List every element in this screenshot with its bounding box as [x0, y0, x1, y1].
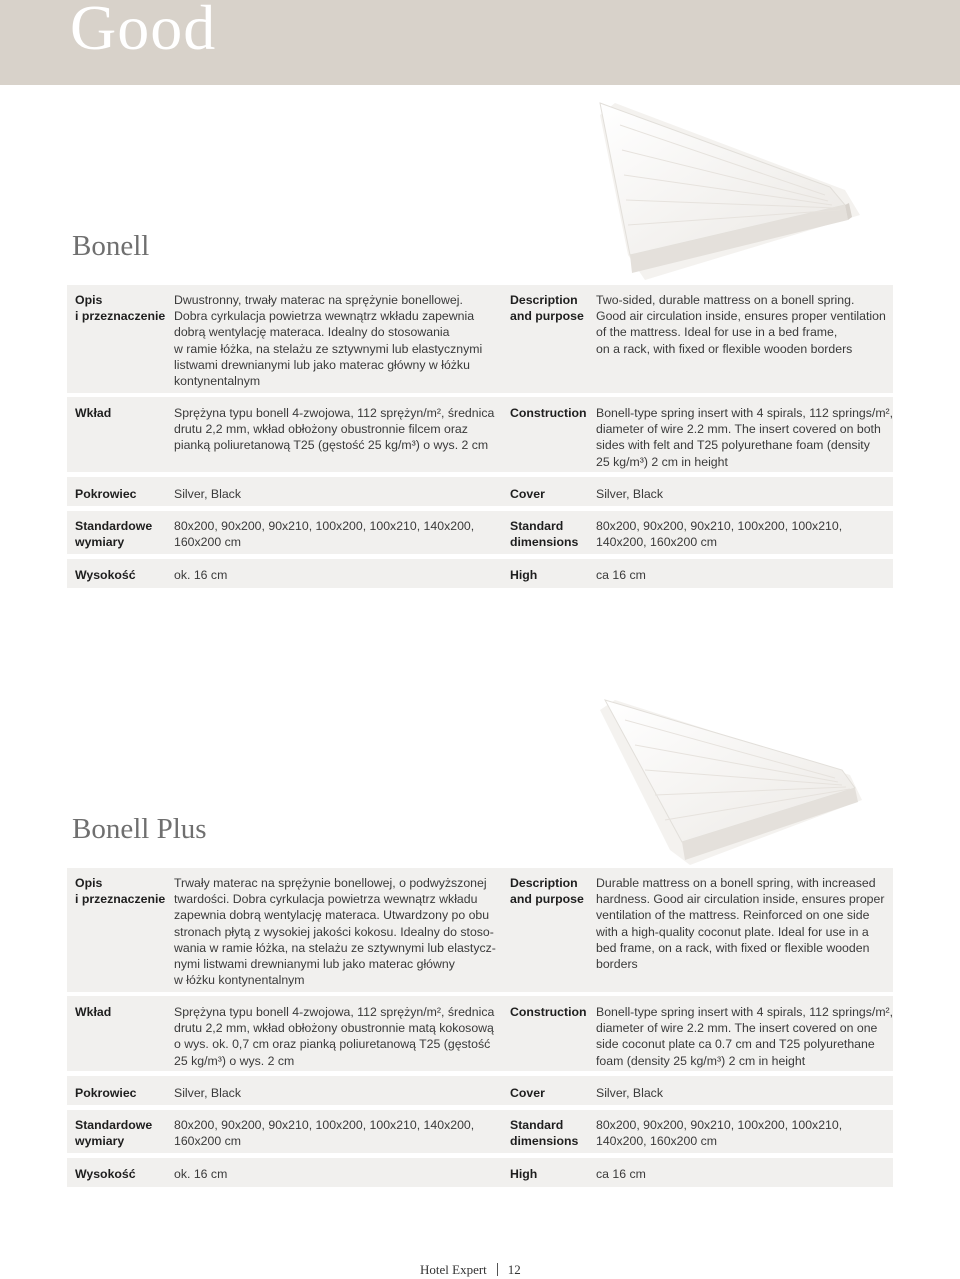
label-standard: Standard dimensions: [510, 519, 579, 550]
value-pokrowiec: Silver, Black: [174, 487, 241, 501]
label-wklad: Wkład: [75, 1005, 112, 1019]
value-wklad: Sprężyna typu bonell 4-zwojowa, 112 sprężyn/m², średnica drutu 2,2 mm, wkład obłożony obustronnie matą kokosową o wys. ok. 0,7 cm oraz pianką poliuretanową T25 (gęstość 25 kg/m³) o wys. 2 cm: [174, 1005, 495, 1068]
label-wklad: Wkład: [75, 406, 112, 420]
label-construction: Construction: [510, 1005, 587, 1019]
mattress-image-bonell-plus: [570, 670, 890, 870]
value-standardowe: 80x200, 90x200, 90x210, 100x200, 100x210, 140x200, 160x200 cm: [174, 519, 475, 550]
label-standard: Standard dimensions: [510, 1118, 579, 1149]
value-high: ca 16 cm: [596, 568, 646, 582]
label-opis: Opis i przeznaczenie: [75, 876, 166, 907]
label-construction: Construction: [510, 406, 587, 420]
page-header-title: Good: [70, 0, 217, 63]
footer-divider: [497, 1263, 498, 1276]
value-cover: Silver, Black: [596, 487, 663, 501]
label-standardowe: Standardowe wymiary: [75, 1118, 153, 1149]
label-description: Description and purpose: [510, 293, 584, 324]
value-cover: Silver, Black: [596, 1086, 663, 1100]
value-construction: Bonell-type spring insert with 4 spirals, 112 springs/m², diameter of wire 2.2 mm. The insert covered on one side coconut plate ca 0.7 cm and T25 polyurethane foam (density 25 kg/m³) 2 cm in height: [596, 1005, 894, 1068]
value-high: ca 16 cm: [596, 1167, 646, 1181]
product-title-bonell: Bonell: [72, 230, 150, 262]
value-standardowe: 80x200, 90x200, 90x210, 100x200, 100x210, 140x200, 160x200 cm: [174, 1118, 475, 1149]
value-description: Durable mattress on a bonell spring, with increased hardness. Good air circulation inside, ensures proper ventilation of the mattress. Reinforced on one side with a high-quality coconut plate. Ideal for use in a bed frame, on a rack, with fixed or flexible wooden borders: [596, 876, 885, 972]
value-standard: 80x200, 90x200, 90x210, 100x200, 100x210, 140x200, 160x200 cm: [596, 519, 843, 550]
footer-brand: Hotel Expert: [420, 1262, 487, 1277]
value-construction: Bonell-type spring insert with 4 spirals, 112 springs/m², diameter of wire 2.2 mm. The insert covered on both sides with felt and T25 polyurethane foam (density 25 kg/m³) 2 cm in height: [596, 406, 894, 469]
page-header-band: [0, 0, 960, 85]
mattress-image-bonell: [560, 95, 900, 285]
label-standardowe: Standardowe wymiary: [75, 519, 153, 550]
label-cover: Cover: [510, 1086, 545, 1100]
page-footer: [420, 1262, 521, 1278]
label-high: High: [510, 568, 538, 582]
value-opis: Dwustronny, trwały materac na sprężynie bonellowej. Dobra cyrkulacja powietrza wewnątrz wkładu zapewnia dobrą wentylację materaca. Idealny do stosowania w ramie łóżka, na stelażu ze sztywnymi lub elastycznymi listwami drewnianymi lub jako materac główny w łóżku kontynentalnym: [174, 293, 483, 389]
label-wysokosc: Wysokość: [75, 568, 136, 582]
label-cover: Cover: [510, 487, 545, 501]
value-standard: 80x200, 90x200, 90x210, 100x200, 100x210, 140x200, 160x200 cm: [596, 1118, 843, 1149]
value-wklad: Sprężyna typu bonell 4-zwojowa, 112 sprężyn/m², średnica drutu 2,2 mm, wkład obłożony obustronnie filcem oraz pianką poliuretanową T25 (gęstość 25 kg/m³) o wys. 2 cm: [174, 406, 495, 453]
product-title-bonell-plus: Bonell Plus: [72, 813, 207, 845]
label-opis: Opis i przeznaczenie: [75, 293, 166, 324]
value-wysokosc: ok. 16 cm: [174, 568, 228, 582]
page-number: 12: [507, 1262, 521, 1277]
value-opis: Trwały materac na sprężynie bonellowej, o podwyższonej twardości. Dobra cyrkulacja powietrza wewnątrz wkładu zapewnia dobrą wentylację materaca. Utwardzony po obu stronach płytą z wysokiej jakości kokosu. Idealny do stoso- wania w ramie łóżka, na stelażu ze sztywnymi lub elastycz- nymi listwami drewnianymi lub jako materac główny w łóżku kontynentalnym: [174, 876, 496, 988]
label-pokrowiec: Pokrowiec: [75, 1086, 137, 1100]
label-description: Description and purpose: [510, 876, 584, 907]
value-description: Two-sided, durable mattress on a bonell spring. Good air circulation inside, ensures proper ventilation of the mattress. Ideal for use in a bed frame, on a rack, with fixed or flexible wooden borders: [596, 293, 886, 356]
label-high: High: [510, 1167, 538, 1181]
label-wysokosc: Wysokość: [75, 1167, 136, 1181]
value-wysokosc: ok. 16 cm: [174, 1167, 228, 1181]
label-pokrowiec: Pokrowiec: [75, 487, 137, 501]
value-pokrowiec: Silver, Black: [174, 1086, 241, 1100]
